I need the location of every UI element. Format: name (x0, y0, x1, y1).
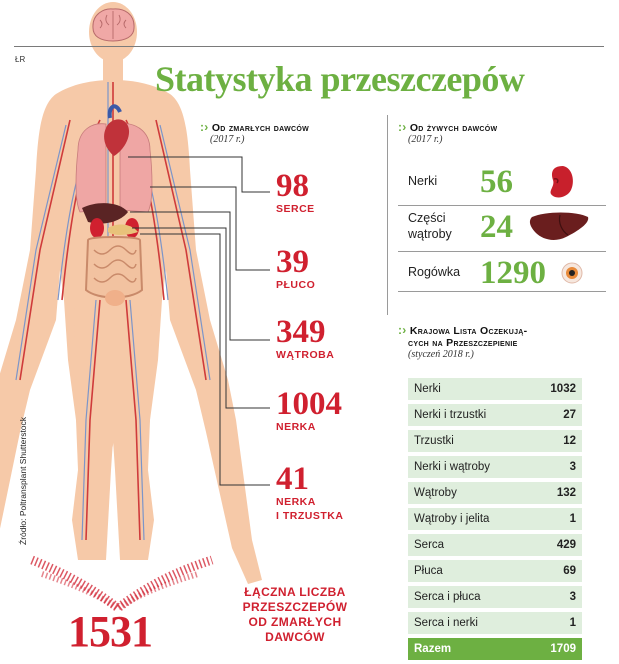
living-subheading: (2017 r.) (408, 134, 443, 145)
row-value: 1032 (550, 383, 576, 395)
deceased-item-heart (276, 170, 315, 217)
table-row (408, 430, 582, 452)
total-row-label: Razem (414, 643, 452, 655)
row-value: 1 (569, 513, 576, 525)
lung-count: 39 (276, 244, 309, 280)
total-label (230, 585, 360, 645)
row-label: Serca i nerki (414, 617, 478, 629)
total-row-value: 1709 (550, 643, 576, 655)
row-value: 3 (569, 461, 576, 473)
table-row (408, 378, 582, 400)
row-value: 27 (563, 409, 576, 421)
living-cornea-label: Rogówka (408, 265, 461, 279)
liver-icon (528, 211, 592, 245)
liver-label: WĄTROBA (276, 349, 335, 361)
living-liver-label-2: wątroby (408, 227, 452, 241)
living-kidneys-label: Nerki (408, 174, 438, 188)
living-section-header (398, 120, 497, 145)
living-item-cornea (408, 253, 608, 291)
table-row (408, 612, 582, 634)
living-item-kidneys (408, 162, 608, 202)
row-label: Serca i płuca (414, 591, 481, 603)
table-row (408, 508, 582, 530)
total-label-4: DAWCÓW (265, 630, 325, 644)
kidney-icon (543, 164, 577, 200)
living-divider-3 (398, 291, 606, 292)
row-label: Nerki i trzustki (414, 409, 487, 421)
source-credit: Źródło: Poltransplant Shutterstock (18, 416, 28, 545)
living-divider-2 (398, 251, 606, 252)
kidney-pancreas-count: 41 (276, 461, 309, 497)
kidney-pancreas-label-2: I TRZUSTKA (276, 509, 344, 522)
living-item-liver (408, 207, 608, 251)
heart-label: SERCE (276, 203, 315, 215)
row-value: 69 (563, 565, 576, 577)
living-liver-count: 24 (480, 209, 513, 245)
table-row (408, 586, 582, 608)
bullet-icon: :› (398, 323, 407, 337)
page-title: Statystyka przeszczepów (155, 59, 525, 99)
table-row (408, 534, 582, 556)
row-value: 1 (569, 617, 576, 629)
row-value: 132 (556, 487, 576, 499)
dotted-laurel-decoration (22, 552, 222, 612)
row-label: Nerki (414, 383, 441, 395)
kidney-label: NERKA (276, 421, 316, 433)
row-value: 3 (569, 591, 576, 603)
table-row (408, 456, 582, 478)
deceased-item-kidney (276, 388, 342, 435)
row-label: Nerki i wątroby (414, 461, 491, 473)
bullet-icon: :› (398, 120, 407, 134)
total-count: 1531 (68, 607, 152, 656)
living-heading: Od żywych dawców (409, 122, 498, 134)
kidney-count: 1004 (276, 386, 342, 422)
deceased-subheading: (2017 r.) (210, 134, 245, 145)
row-value: 12 (563, 435, 576, 447)
waiting-heading-2: cych na Przeszczepienie (408, 337, 518, 349)
row-label: Wątroby (414, 487, 457, 499)
section-divider-vertical (387, 115, 388, 315)
total-label-1: ŁĄCZNA LICZBA (244, 585, 346, 599)
living-liver-label-1: Części (408, 211, 446, 225)
row-label: Serca (414, 539, 445, 551)
bullet-icon: :› (200, 120, 209, 134)
deceased-item-kidney-pancreas (276, 463, 343, 523)
table-row (408, 482, 582, 504)
deceased-item-lung (276, 246, 315, 293)
table-total-row (408, 638, 582, 660)
deceased-item-liver (276, 316, 334, 363)
heart-count: 98 (276, 168, 309, 204)
top-rule (14, 46, 604, 47)
total-label-2: PRZESZCZEPÓW (242, 600, 348, 614)
row-label: Wątroby i jelita (414, 513, 490, 525)
row-label: Trzustki (414, 435, 454, 447)
eye-icon (560, 261, 584, 285)
waiting-heading-1: Krajowa Lista Oczekują- (409, 325, 528, 337)
total-label-3: OD ZMARŁYCH (248, 615, 342, 629)
deceased-section-header (200, 120, 309, 145)
waiting-subheading: (styczeń 2018 r.) (408, 349, 474, 360)
living-kidneys-count: 56 (480, 164, 513, 200)
table-row (408, 560, 582, 582)
waiting-list-table (408, 378, 582, 664)
living-divider-1 (398, 205, 606, 206)
author-initials: ŁR (15, 55, 26, 64)
kidney-pancreas-label-1: NERKA (276, 496, 316, 508)
row-label: Płuca (414, 565, 443, 577)
row-value: 429 (556, 539, 576, 551)
liver-count: 349 (276, 314, 326, 350)
table-row (408, 404, 582, 426)
lung-label: PŁUCO (276, 279, 316, 291)
deceased-heading: Od zmarłych dawców (211, 122, 309, 134)
living-cornea-count: 1290 (480, 255, 546, 291)
waiting-section-header (398, 323, 527, 360)
